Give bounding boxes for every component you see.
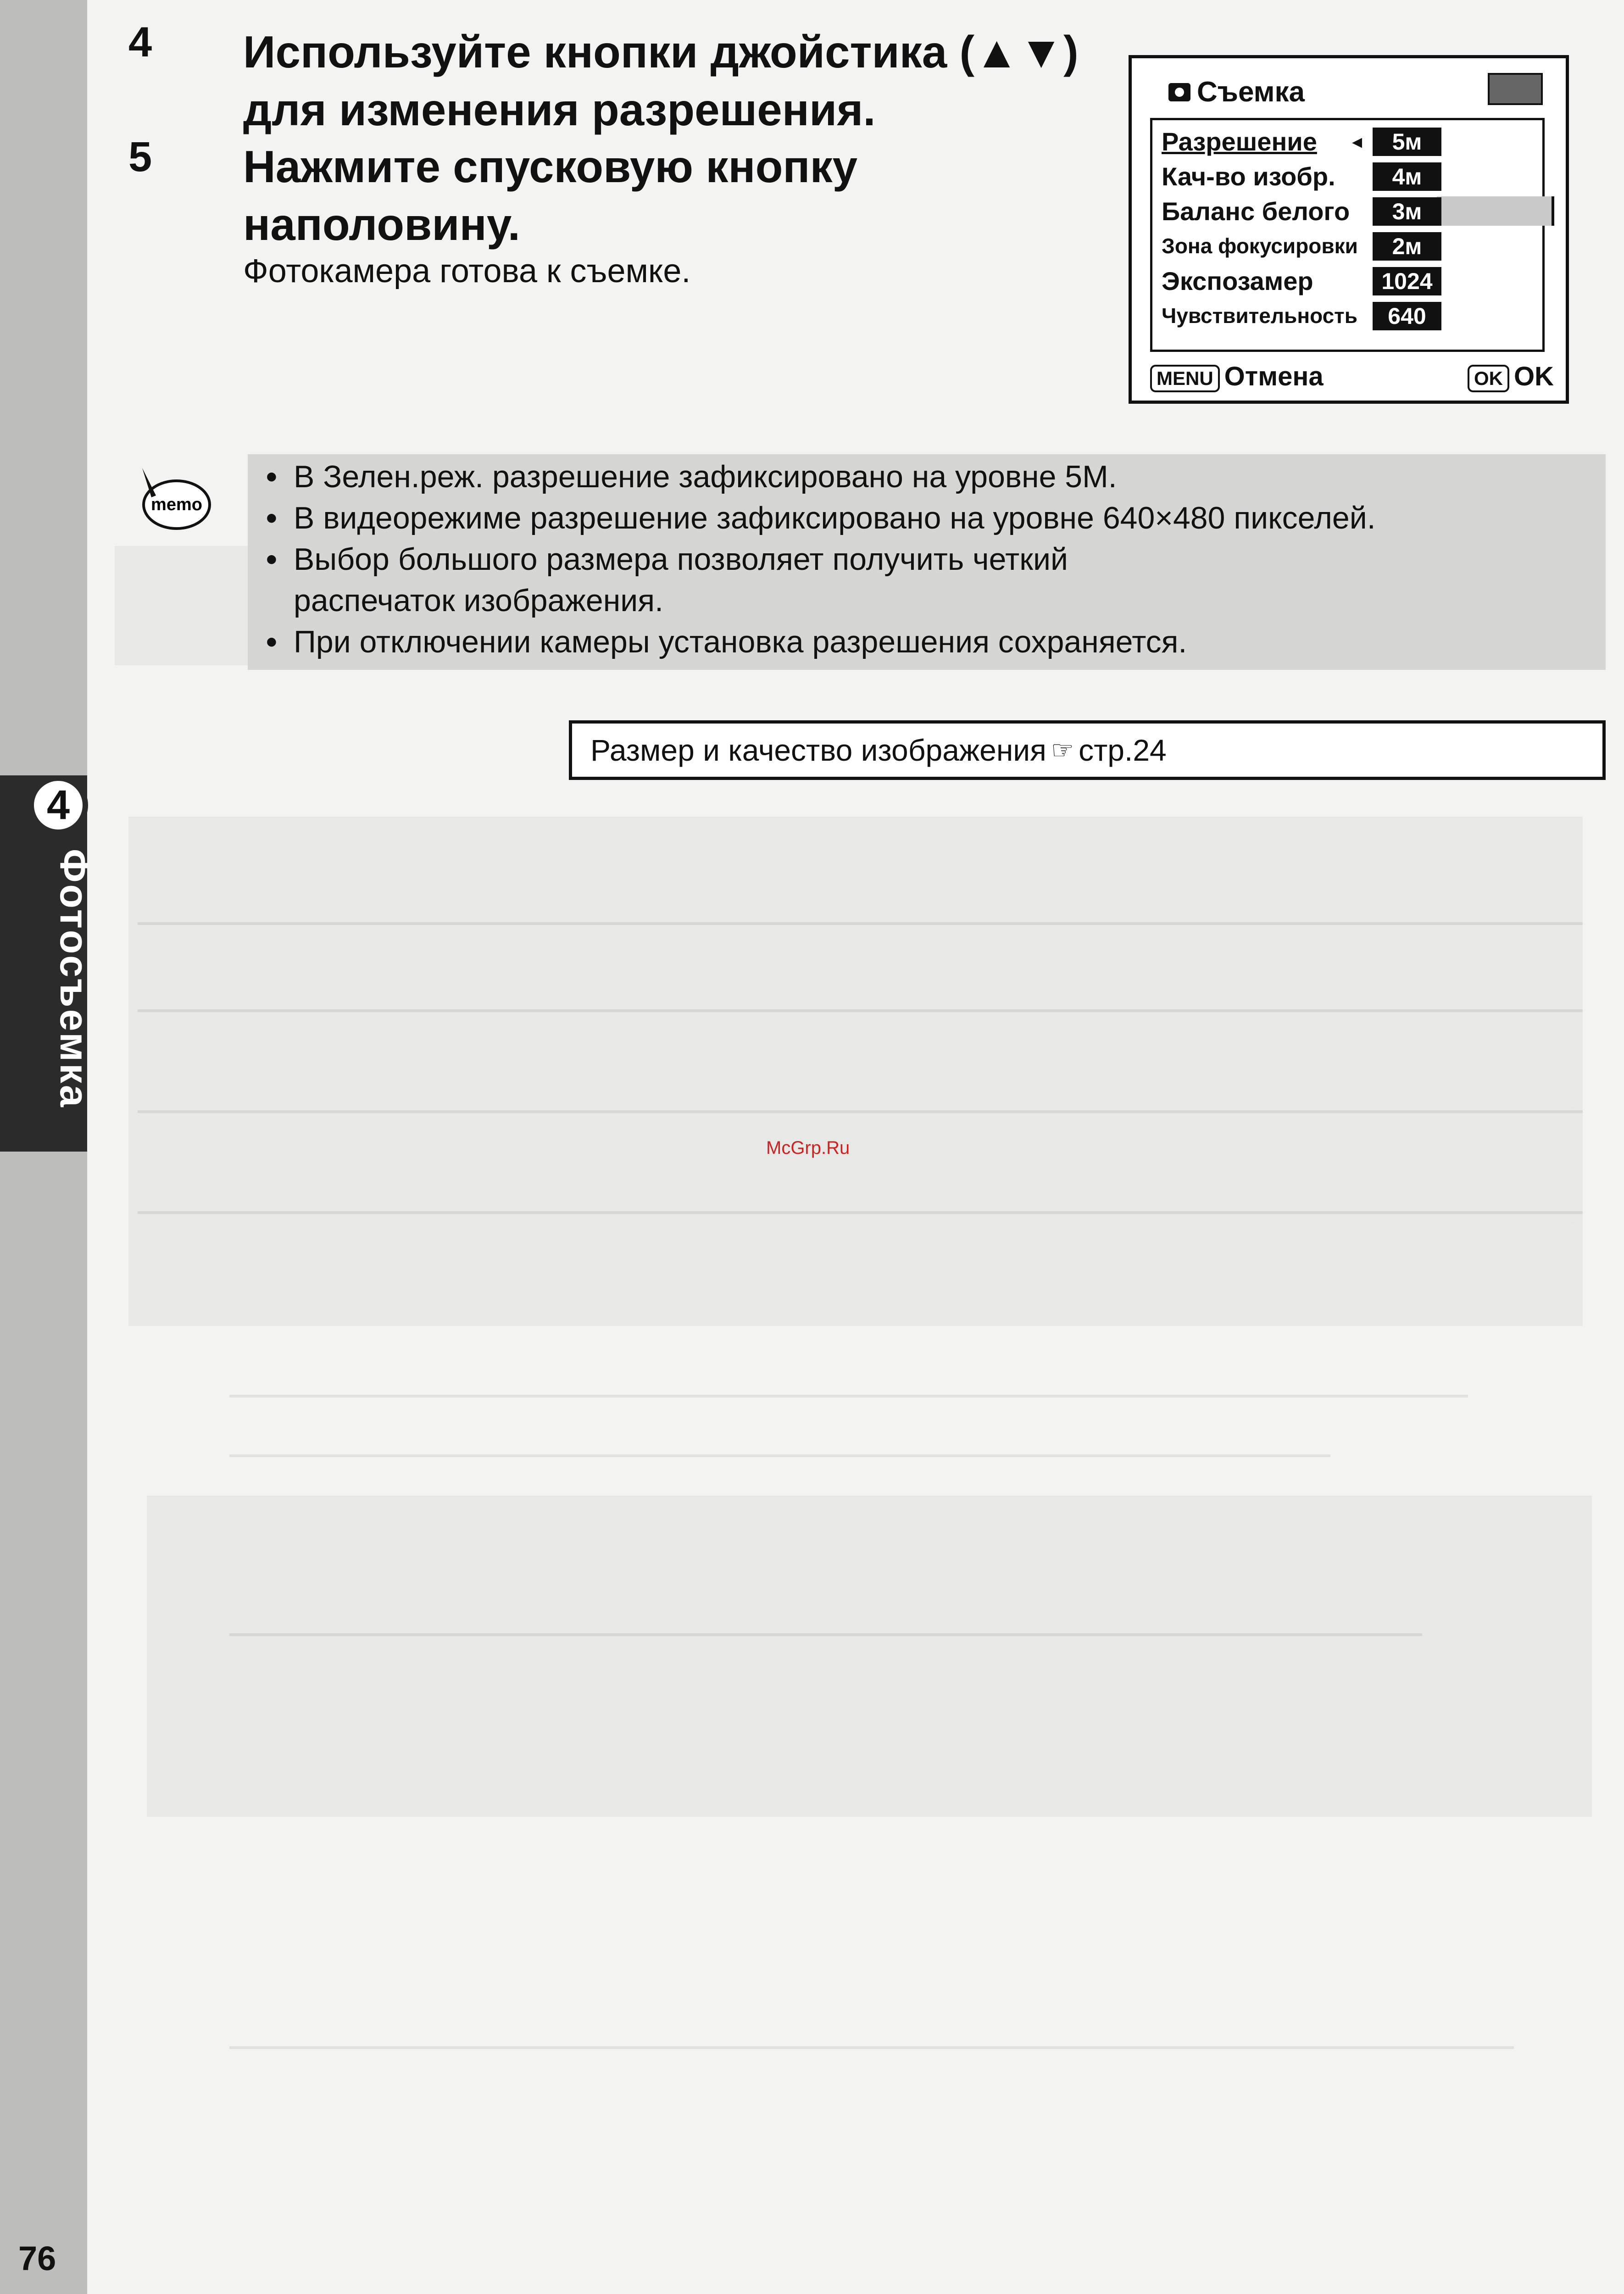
page-number: 76	[18, 2239, 56, 2277]
lcd-header	[1168, 76, 1305, 108]
highlight-bar	[1437, 196, 1554, 226]
camera-lcd-menu	[1129, 55, 1569, 404]
lcd-row-value: 5м	[1373, 128, 1441, 156]
watermark: McGrp.Ru	[766, 1138, 850, 1158]
lcd-menu-row	[1162, 299, 1542, 332]
step-number: 4	[128, 19, 152, 66]
memo-text: В Зелен.реж. разрешение зафиксировано на уровне 5М.	[294, 459, 1117, 494]
lcd-row-label: Зона фокусировки	[1162, 234, 1358, 258]
lcd-row-label: Экспозамер	[1162, 266, 1313, 295]
bullet: •	[266, 542, 277, 577]
memo-item	[266, 539, 1229, 621]
lcd-menu-row	[1162, 160, 1542, 193]
memo-icon	[133, 463, 211, 532]
step-number: 5	[128, 134, 152, 180]
lcd-menu-list	[1150, 118, 1545, 352]
memo-box	[248, 454, 1606, 670]
lcd-row-label: Баланс белого	[1162, 196, 1350, 226]
ok-label: OK	[1514, 362, 1554, 391]
bleed-through-table	[128, 817, 1583, 1326]
camera-icon	[1168, 83, 1190, 101]
lcd-row-label: Чувствительность	[1162, 304, 1357, 328]
lcd-menu-row	[1162, 229, 1542, 262]
cancel-label: Отмена	[1224, 362, 1324, 391]
lcd-row-value: 4м	[1373, 162, 1441, 191]
bleed-line	[229, 2046, 1514, 2049]
memo-item	[266, 456, 1117, 497]
step-instruction: Нажмите спусковую кнопку наполовину.	[243, 141, 858, 250]
bleed-line	[229, 1633, 1422, 1636]
chapter-title: Фотосъемка	[52, 849, 96, 1109]
memo-text: При отключении камеры установка разрешения сохраняется.	[294, 624, 1187, 659]
memo-item	[266, 621, 1187, 663]
lcd-row-value: 2м	[1373, 232, 1441, 261]
ok-key-icon: OK	[1468, 365, 1509, 392]
memo-text: Выбор большого размера позволяет получить четкий распечаток изображения.	[294, 542, 1068, 618]
bullet: •	[266, 459, 277, 494]
bleed-line	[138, 1110, 1583, 1113]
bleed-line	[229, 1454, 1330, 1457]
menu-tab-indicator	[1488, 73, 1543, 105]
lcd-title: Съемка	[1197, 76, 1305, 108]
lcd-row-value: 3м	[1373, 197, 1441, 226]
lcd-row-label: Кач-во изобр.	[1162, 161, 1335, 191]
cross-reference[interactable]	[569, 720, 1606, 780]
memo-item	[266, 497, 1376, 539]
bleed-line	[138, 1009, 1583, 1012]
bullet: •	[266, 501, 277, 535]
lcd-menu-row	[1162, 195, 1542, 228]
memo-icon-label: memo	[151, 495, 202, 514]
step-instruction: Используйте кнопки джойстика (▲▼) для изменения разрешения.	[243, 27, 1079, 135]
bleed-line	[138, 922, 1583, 925]
memo-text: В видеорежиме разрешение зафиксировано на уровне 640×480 пикселей.	[294, 501, 1376, 535]
lcd-row-value: 1024	[1373, 267, 1441, 295]
chapter-number: 4	[28, 775, 88, 835]
lcd-row-value: 640	[1373, 302, 1441, 330]
reference-text: Размер и качество изображения	[590, 733, 1046, 767]
bleed-line	[229, 1395, 1468, 1398]
cancel-hint	[1150, 361, 1324, 392]
bullet: •	[266, 624, 277, 659]
bleed-through-table-2	[147, 1496, 1592, 1817]
ok-hint	[1468, 361, 1554, 392]
reference-page: стр.24	[1079, 733, 1167, 767]
bleed-line	[138, 1211, 1583, 1214]
menu-key-icon: MENU	[1150, 365, 1220, 392]
selection-arrow-icon: ◂	[1352, 130, 1363, 153]
pointing-hand-icon: ☞	[1051, 735, 1074, 764]
lcd-menu-row	[1162, 125, 1542, 158]
step-note: Фотокамера готова к съемке.	[243, 253, 691, 290]
lcd-menu-row	[1162, 264, 1542, 297]
lcd-row-label: Разрешение	[1162, 127, 1317, 156]
lcd-footer	[1150, 361, 1554, 398]
